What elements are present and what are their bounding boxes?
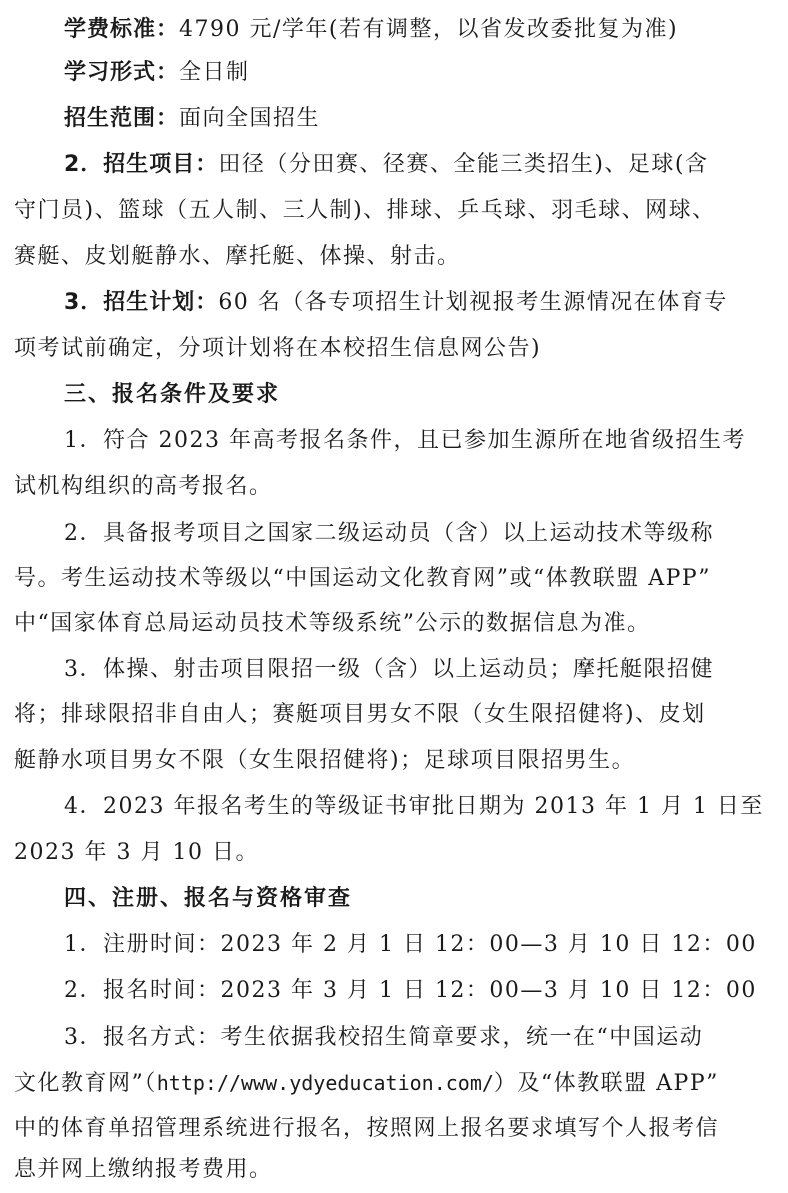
section-4-title: 四、注册、报名与资格审查	[64, 886, 353, 911]
section-3-item-1-line-1: 1．符合 2023 年高考报名条件，且已参加生源所在地省级招生考	[64, 428, 746, 453]
section-3-item-4-line-2: 2023 年 3 月 10 日。	[14, 840, 259, 865]
tuition-label: 学费标准：	[64, 17, 180, 42]
plan-text-1: 60 名（各专项招生计划视报考生源情况在体育专	[218, 290, 728, 315]
section-4-item-1: 1．注册时间：2023 年 2 月 1 日 12：00—3 月 10 日 12：00	[64, 932, 757, 957]
projects-label: 2．招生项目：	[64, 152, 219, 177]
section-3-item-4-line-1: 4．2023 年报名考生的等级证书审批日期为 2013 年 1 月 1 日至	[64, 794, 764, 819]
section-3-item-1-line-2: 试机构组织的高考报名。	[14, 474, 273, 499]
section-4-item-3-line-2	[14, 1060, 774, 1106]
scope-value: 面向全国招生	[179, 106, 321, 131]
section-4-item-3-text-b: ）及“体教联盟 APP”	[493, 1071, 719, 1096]
section-4-item-3-line-1: 3．报名方式：考生依据我校招生简章要求，统一在“中国运动	[64, 1025, 704, 1050]
study-form-label: 学习形式：	[64, 60, 180, 85]
study-form-value: 全日制	[179, 60, 250, 85]
plan-line-2: 项考试前确定，分项计划将在本校招生信息网公告)	[14, 336, 542, 361]
projects-line-1	[64, 142, 774, 188]
section-4-item-3-line-4: 息并网上缴纳报考费用。	[14, 1157, 273, 1182]
section-3-item-3-line-1: 3．体操、射击项目限招一级（含）以上运动员；摩托艇限招健	[64, 657, 714, 682]
registration-url-link[interactable]: http://www.ydyeducation.com/	[156, 1071, 494, 1095]
section-4-item-2: 2．报名时间：2023 年 3 月 1 日 12：00—3 月 10 日 12：00	[64, 978, 757, 1003]
section-3-title: 三、报名条件及要求	[64, 382, 281, 407]
section-3-item-2-line-1: 2．具备报考项目之国家二级运动员（含）以上运动技术等级称	[64, 521, 714, 546]
plan-label: 3．招生计划：	[64, 290, 219, 315]
scope-line	[64, 96, 774, 142]
tuition-line	[64, 7, 774, 53]
study-form-line	[64, 50, 774, 96]
projects-text-1: 田径（分田赛、径赛、全能三类招生)、足球(含	[218, 152, 709, 177]
projects-line-2: 守门员)、篮球（五人制、三人制)、排球、乒乓球、羽毛球、网球、	[14, 198, 716, 223]
scope-label: 招生范围：	[64, 106, 180, 131]
section-4-item-3-text-a: 文化教育网”（	[14, 1071, 157, 1096]
section-3-item-2-line-2: 号。考生运动技术等级以“中国运动文化教育网”或“体教联盟 APP”	[14, 566, 711, 591]
tuition-value: 4790 元/学年(若有调整，以省发改委批复为准)	[179, 17, 679, 42]
plan-line-1	[64, 280, 774, 326]
section-3-item-3-line-3: 艇静水项目男女不限（女生限招健将)；足球项目限招男生。	[14, 748, 636, 773]
section-3-item-3-line-2: 将；排球限招非自由人；赛艇项目男女不限（女生限招健将)、皮划	[14, 702, 706, 727]
section-3-item-2-line-3: 中“国家体育总局运动员技术等级系统”公示的数据信息为准。	[14, 611, 651, 636]
projects-line-3: 赛艇、皮划艇静水、摩托艇、体操、射击。	[14, 244, 461, 269]
section-4-item-3-line-3: 中的体育单招管理系统进行报名，按照网上报名要求填写个人报考信	[14, 1116, 720, 1141]
